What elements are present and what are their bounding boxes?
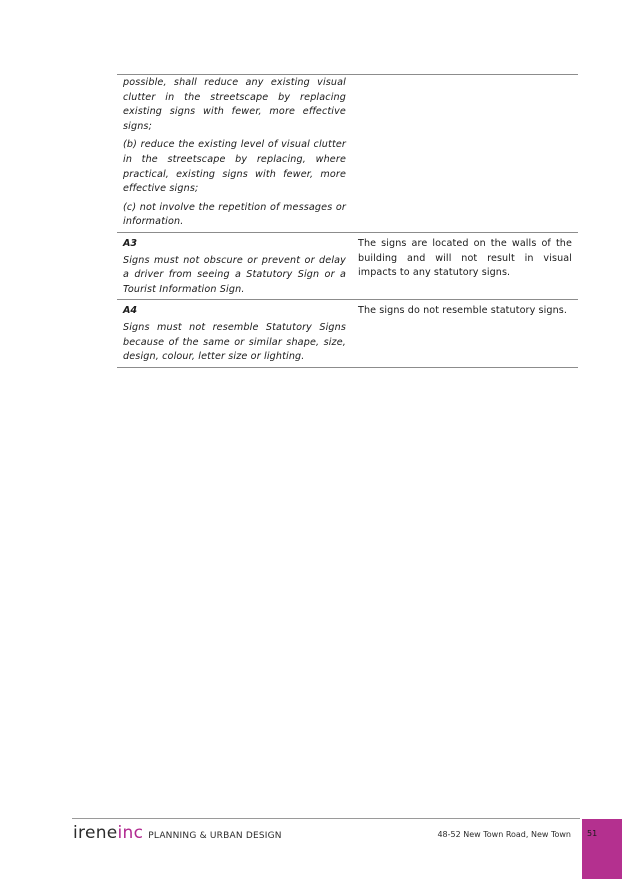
requirement-paragraph: Signs must not resemble Statutory Signs because of the same or similar shape, size, design, colour, letter size or lighting. [123, 321, 346, 363]
requirement-paragraph: (c) not involve the repetition of messages or information. [123, 201, 346, 228]
logo-tagline: PLANNING & URBAN DESIGN [148, 831, 282, 841]
requirement-paragraph: (b) reduce the existing level of visual clutter in the streetscape by replacing, where practical, existing signs with fewer, more effective signs; [123, 139, 346, 195]
logo-wordmark-main: irene [73, 823, 118, 843]
site-address: 48-52 New Town Road, New Town [437, 830, 571, 839]
table-row [117, 232, 578, 299]
page-number: 51 [587, 829, 598, 838]
page-number-tab [582, 819, 622, 879]
response-cell [352, 75, 578, 233]
requirement-paragraph: possible, shall reduce any existing visual clutter in the streetscape by replacing existing signs with fewer, more effective signs; [123, 77, 346, 132]
requirement-cell [117, 232, 352, 299]
requirement-paragraph: Signs must not obscure or prevent or delay a driver from seeing a Statutory Sign or a Tourist Information Sign. [123, 254, 346, 295]
requirement-cell [117, 300, 352, 367]
response-cell [352, 232, 578, 299]
clause-code: A3 [123, 237, 138, 249]
table-row [117, 75, 578, 233]
response-text: The signs do not resemble statutory signs. [358, 305, 567, 317]
logo-wordmark-accent: inc [117, 823, 144, 843]
company-logo [73, 823, 282, 843]
clause-code: A4 [123, 305, 138, 317]
assessment-table [117, 74, 578, 368]
footer-divider [72, 818, 580, 819]
response-text: The signs are located on the walls of the building and will not result in visual impacts to any statutory signs. [358, 237, 572, 279]
table-row [117, 300, 578, 367]
requirement-cell [117, 75, 352, 233]
response-cell [352, 300, 578, 367]
